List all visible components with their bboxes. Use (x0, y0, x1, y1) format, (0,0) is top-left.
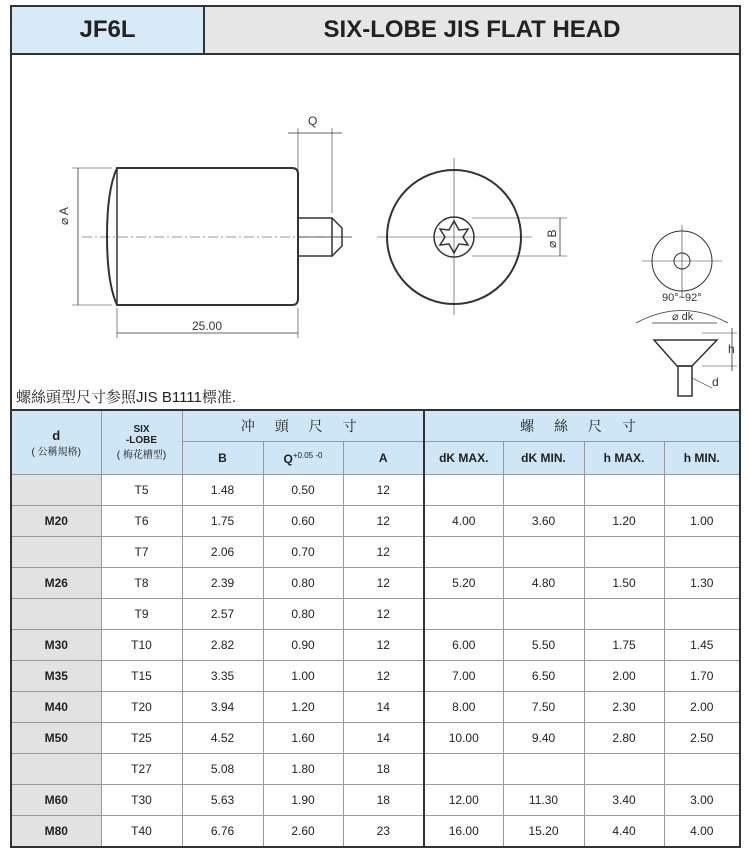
cell-b: 6.76 (182, 816, 263, 848)
cell-a: 12 (343, 475, 424, 506)
table-row (11, 754, 740, 785)
cell-d: M50 (11, 723, 101, 754)
header-dk-min: dK MIN. (503, 442, 584, 475)
cell-dk-max: 4.00 (424, 506, 503, 537)
cell-h-min: 1.30 (664, 568, 740, 599)
cell-six-lobe: T40 (101, 816, 182, 848)
cell-h-max (584, 754, 664, 785)
cell-b: 2.39 (182, 568, 263, 599)
cell-a: 14 (343, 692, 424, 723)
cell-d: M60 (11, 785, 101, 816)
header-b: B (182, 442, 263, 475)
cell-dk-max: 16.00 (424, 816, 503, 848)
cell-b: 1.75 (182, 506, 263, 537)
cell-a: 12 (343, 506, 424, 537)
standard-note: 螺絲頭型尺寸参照JIS B1111標准. (16, 389, 237, 406)
header-six-lobe: SIX -LOBE ( 梅花槽型) (101, 410, 182, 475)
cell-h-min: 3.00 (664, 785, 740, 816)
cell-dk-max: 5.20 (424, 568, 503, 599)
cell-d: M30 (11, 630, 101, 661)
cell-b: 2.82 (182, 630, 263, 661)
cell-q: 2.60 (263, 816, 343, 848)
dim-dk-label: ⌀ dk (672, 311, 694, 323)
cell-a: 12 (343, 630, 424, 661)
angle-label: 90°~92° (662, 292, 702, 304)
table-row (11, 599, 740, 630)
end-view (377, 158, 567, 315)
cell-dk-min: 4.80 (503, 568, 584, 599)
cell-dk-min: 7.50 (503, 692, 584, 723)
cell-h-max: 3.40 (584, 785, 664, 816)
cell-q: 0.80 (263, 568, 343, 599)
cell-a: 12 (343, 599, 424, 630)
cell-b: 2.06 (182, 537, 263, 568)
table-row (11, 661, 740, 692)
technical-drawing (10, 53, 741, 410)
cell-h-min: 2.50 (664, 723, 740, 754)
cell-a: 12 (343, 537, 424, 568)
table-row (11, 723, 740, 754)
cell-dk-max: 6.00 (424, 630, 503, 661)
cell-h-max (584, 599, 664, 630)
table-row (11, 568, 740, 599)
dim-d-label: d (712, 375, 719, 389)
cell-h-max: 1.75 (584, 630, 664, 661)
cell-dk-max: 7.00 (424, 661, 503, 692)
cell-dk-min: 15.20 (503, 816, 584, 848)
cell-dk-max: 10.00 (424, 723, 503, 754)
cell-dk-max (424, 475, 503, 506)
cell-a: 12 (343, 661, 424, 692)
cell-h-max (584, 475, 664, 506)
table-row (11, 816, 740, 848)
cell-d: M40 (11, 692, 101, 723)
cell-h-min: 1.00 (664, 506, 740, 537)
cell-d (11, 599, 101, 630)
cell-b: 3.94 (182, 692, 263, 723)
header-screw-dims: 螺 絲 尺 寸 (424, 410, 740, 442)
header-h-max: h MAX. (584, 442, 664, 475)
header-dk-max: dK MAX. (424, 442, 503, 475)
cell-q: 1.60 (263, 723, 343, 754)
cell-d: M35 (11, 661, 101, 692)
cell-b: 5.63 (182, 785, 263, 816)
cell-b: 1.48 (182, 475, 263, 506)
cell-q: 0.70 (263, 537, 343, 568)
cell-h-max: 1.20 (584, 506, 664, 537)
cell-dk-min: 11.30 (503, 785, 584, 816)
cell-h-max: 4.40 (584, 816, 664, 848)
cell-dk-max (424, 754, 503, 785)
cell-h-min (664, 475, 740, 506)
cell-h-max: 2.80 (584, 723, 664, 754)
table-row (11, 506, 740, 537)
cell-q: 1.80 (263, 754, 343, 785)
page-title: SIX-LOBE JIS FLAT HEAD (203, 5, 741, 55)
cell-h-max: 2.30 (584, 692, 664, 723)
cell-h-max: 1.50 (584, 568, 664, 599)
cell-b: 3.35 (182, 661, 263, 692)
cell-q: 0.90 (263, 630, 343, 661)
cell-six-lobe: T8 (101, 568, 182, 599)
dim-length-label: 25.00 (192, 319, 223, 333)
cell-q: 1.00 (263, 661, 343, 692)
dim-a-label: ⌀ A (57, 207, 71, 225)
cell-h-min (664, 537, 740, 568)
table-row (11, 537, 740, 568)
cell-six-lobe: T15 (101, 661, 182, 692)
cell-dk-min (503, 475, 584, 506)
cell-a: 23 (343, 816, 424, 848)
cell-b: 4.52 (182, 723, 263, 754)
cell-q: 1.90 (263, 785, 343, 816)
header-a: A (343, 442, 424, 475)
cell-six-lobe: T10 (101, 630, 182, 661)
cell-d (11, 475, 101, 506)
cell-h-min (664, 754, 740, 785)
table-row (11, 475, 740, 506)
cell-dk-min (503, 754, 584, 785)
cell-h-min: 1.45 (664, 630, 740, 661)
cell-dk-max (424, 599, 503, 630)
header-punch-dims: 冲 頭 尺 寸 (182, 410, 424, 442)
cell-six-lobe: T20 (101, 692, 182, 723)
header-q: $Q^{+0.05 -0}$ (263, 442, 343, 475)
cell-d: M20 (11, 506, 101, 537)
side-view (72, 128, 352, 338)
dimension-table (10, 409, 741, 848)
cell-q: 1.20 (263, 692, 343, 723)
cell-h-min: 4.00 (664, 816, 740, 848)
cell-dk-min: 5.50 (503, 630, 584, 661)
cell-dk-min (503, 537, 584, 568)
cell-six-lobe: T6 (101, 506, 182, 537)
cell-h-min (664, 599, 740, 630)
cell-six-lobe: T7 (101, 537, 182, 568)
cell-a: 14 (343, 723, 424, 754)
cell-q: 0.80 (263, 599, 343, 630)
table-row (11, 692, 740, 723)
cell-h-max: 2.00 (584, 661, 664, 692)
cell-a: 12 (343, 568, 424, 599)
cell-h-min: 1.70 (664, 661, 740, 692)
cell-six-lobe: T25 (101, 723, 182, 754)
table-row (11, 630, 740, 661)
dim-b-label: ⌀ B (545, 229, 559, 248)
cell-a: 18 (343, 754, 424, 785)
cell-q: 0.60 (263, 506, 343, 537)
cell-dk-max: 12.00 (424, 785, 503, 816)
dim-h-label: h (728, 342, 735, 356)
cell-h-min: 2.00 (664, 692, 740, 723)
cell-dk-max (424, 537, 503, 568)
cell-six-lobe: T9 (101, 599, 182, 630)
cell-d (11, 537, 101, 568)
drawing-svg (12, 53, 741, 410)
cell-d (11, 754, 101, 785)
cell-dk-min: 6.50 (503, 661, 584, 692)
cell-dk-min (503, 599, 584, 630)
cell-six-lobe: T27 (101, 754, 182, 785)
table-row (11, 785, 740, 816)
cell-a: 18 (343, 785, 424, 816)
cell-d: M26 (11, 568, 101, 599)
cell-dk-min: 9.40 (503, 723, 584, 754)
cell-b: 2.57 (182, 599, 263, 630)
cell-d: M80 (11, 816, 101, 848)
dim-q-label: Q (308, 114, 318, 128)
header-d: d ( 公稱規格) (11, 410, 101, 475)
header-h-min: h MIN. (664, 442, 740, 475)
cell-q: 0.50 (263, 475, 343, 506)
cell-b: 5.08 (182, 754, 263, 785)
cell-dk-min: 3.60 (503, 506, 584, 537)
cell-h-max (584, 537, 664, 568)
part-code: JF6L (10, 5, 205, 55)
cell-six-lobe: T30 (101, 785, 182, 816)
cell-six-lobe: T5 (101, 475, 182, 506)
cell-dk-max: 8.00 (424, 692, 503, 723)
